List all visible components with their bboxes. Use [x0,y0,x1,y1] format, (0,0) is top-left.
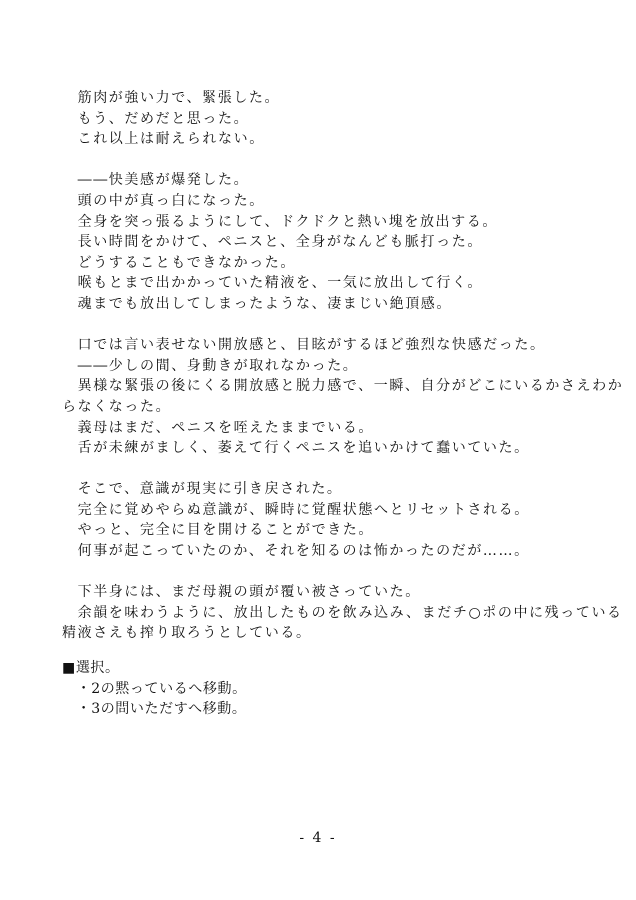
paragraph [62,479,582,561]
choice-section [62,658,462,720]
text-line: ――少しの間、身動きが取れなかった。 [62,357,359,374]
text-line: 義母はまだ、ペニスを咥えたままでいる。 [62,419,374,436]
text-line: 喉もとまで出かかっていた精液を、一気に放出して行く。 [62,275,483,292]
text-line: これ以上は耐えられない。 [62,131,265,148]
paragraph-gap [62,459,582,480]
text-line: そこで、意識が現実に引き戻された。 [62,481,343,498]
text-line: どうすることもできなかった。 [62,254,296,271]
text-line: ――快美感が爆発した。 [62,172,250,189]
choice-option[interactable]: ・3の問いただすへ移動。 [62,701,247,718]
text-line: 筋肉が強い力で、緊張した。 [62,90,281,106]
paragraph-gap [62,315,582,336]
text-line: 精液さえも搾り取ろうとしている。 [62,625,312,642]
paragraph-gap [62,562,582,583]
text-line: 下半身には、まだ母親の頭が覆い被さっていた。 [62,584,421,601]
text-line: 全身を突っ張るようにして、ドクドクと熱い塊を放出する。 [62,213,498,230]
text-line: もう、だめだと思った。 [62,110,250,127]
paragraph [62,170,582,314]
text-line: 異様な緊張の後にくる開放感と脱力感で、一瞬、自分がどこにいるかさえわか [62,378,624,395]
page-number: - 4 - [299,830,337,846]
choice-heading: ■選択。 [62,660,120,676]
text-line: 舌が未練がましく、萎えて行くペニスを追いかけて蠢いていた。 [62,440,530,457]
text-line: 長い時間をかけて、ペニスと、全身がなんども脈打った。 [62,234,483,251]
paragraph-gap [62,150,582,171]
paragraph [62,88,582,150]
narrative-text [62,88,624,644]
text-line: らなくなった。 [62,398,172,415]
text-line: 頭の中が真っ白になった。 [62,192,265,209]
text-line: 完全に覚めやらぬ意識が、瞬時に覚醒状態へとリセットされる。 [62,501,530,518]
text-line: 口では言い表せない開放感と、目眩がするほど強烈な快感だった。 [62,337,546,354]
paragraph [62,582,623,644]
text-line: 何事が起こっていたのか、それを知るのは怖かったのだが……。 [62,543,530,560]
paragraph [62,335,624,459]
choice-option[interactable]: ・2の黙っているへ移動。 [62,680,247,697]
text-line: やっと、完全に目を開けることができた。 [62,522,374,539]
text-line: 余韻を味わうように、放出したものを飲み込み、まだチ○ポの中に残っている [62,604,623,621]
text-line: 魂までも放出してしまったような、凄まじい絶頂感。 [62,295,452,312]
